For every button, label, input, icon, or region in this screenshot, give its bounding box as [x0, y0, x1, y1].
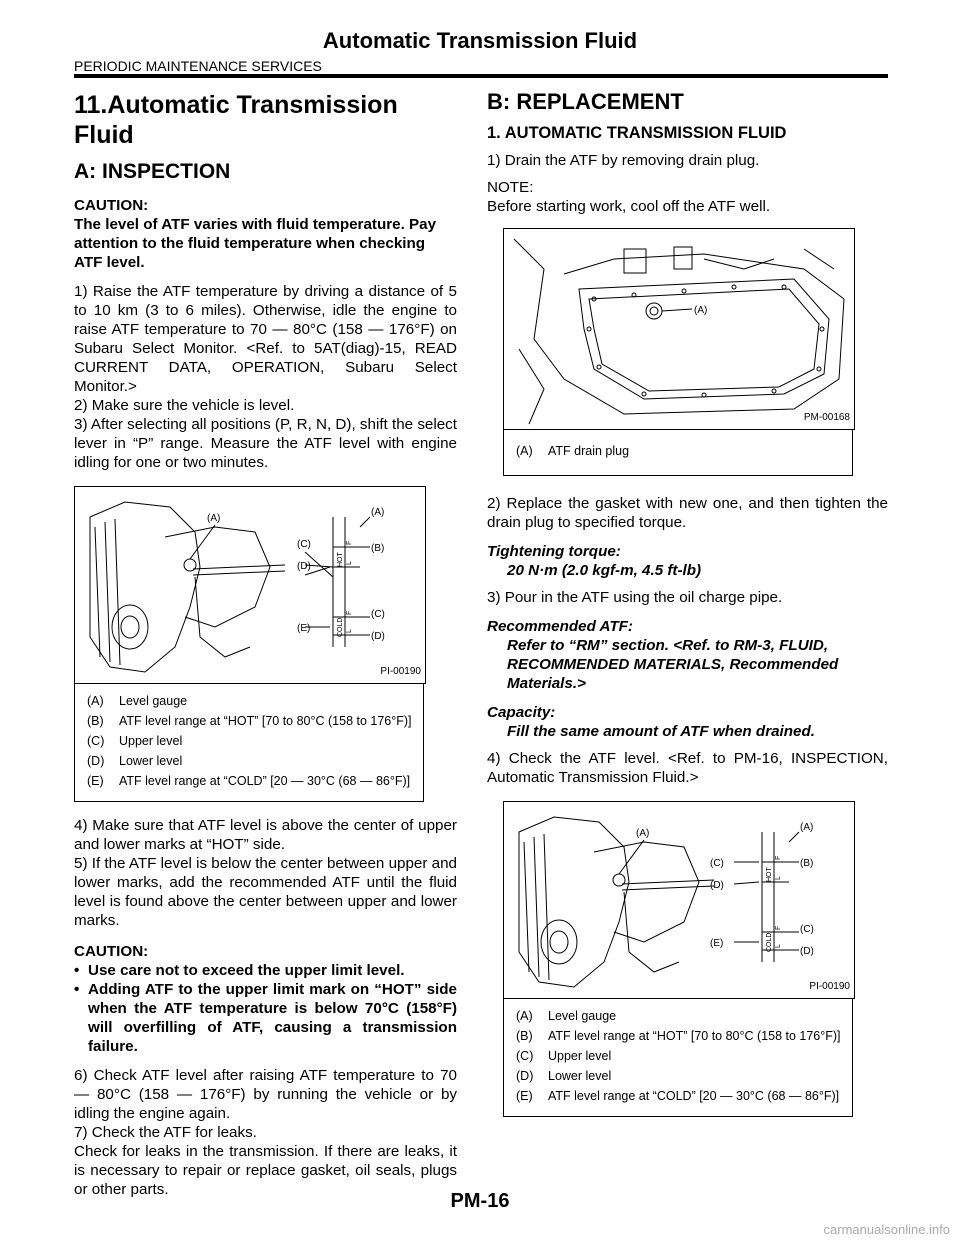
- page-number: PM-16: [450, 1190, 510, 1212]
- site-watermark[interactable]: carmanualsonline.info: [823, 1222, 950, 1237]
- caution-body: The level of ATF varies with fluid temperature. Pay attention to the fluid temperature when checking ATF level.: [74, 216, 437, 271]
- right-column: [487, 86, 888, 1117]
- replacement-step-2: 2) Replace the gasket with new one, and then tighten the drain plug to specified torque.: [487, 495, 888, 531]
- label-b: (B): [371, 543, 385, 554]
- label-d2: (D): [371, 631, 385, 642]
- label-l2: L: [775, 944, 782, 948]
- figure-legend: [503, 999, 853, 1117]
- torque-value: 20 N·m (2.0 kgf-m, 4.5 ft-lb): [507, 562, 702, 579]
- legend-row: (C) Upper level: [516, 1049, 612, 1063]
- legend-row: (E) ATF level range at “COLD” [20 — 30°C (68 — 86°F)]: [516, 1089, 840, 1103]
- label-d: (D): [710, 880, 724, 891]
- label-hot: HOT: [337, 552, 344, 567]
- caution-list: [74, 961, 457, 1056]
- label-f: F: [775, 855, 782, 860]
- legend-row: (B) ATF level range at “HOT” [70 to 80°C (158 to 176°F)]: [516, 1029, 841, 1043]
- inspection-step-7: 7) Check the ATF for leaks.: [74, 1124, 257, 1141]
- legend-row: (A) Level gauge: [87, 694, 188, 708]
- replacement-step-1: 1) Drain the ATF by removing drain plug.: [487, 152, 760, 169]
- main-heading: 11.Automatic Transmission Fluid: [74, 91, 398, 149]
- legend-row: (D) Lower level: [87, 754, 183, 768]
- page-header-title: Automatic Transmission Fluid: [322, 28, 638, 53]
- level-gauge-figure-2: [503, 801, 855, 999]
- label-a2: (A): [371, 507, 385, 518]
- replacement-step-3: 3) Pour in the ATF using the oil charge pipe.: [487, 589, 783, 606]
- inspection-step-7-detail: Check for leaks in the transmission. If there are leaks, it is necessary to repair or replace gasket, oil seals, plugs or other parts.: [74, 1143, 457, 1198]
- note-body: Before starting work, cool off the ATF well.: [487, 198, 771, 215]
- note-title: NOTE:: [487, 179, 534, 196]
- page-section-name: PERIODIC MAINTENANCE SERVICES: [74, 58, 322, 74]
- label-c: (C): [710, 858, 724, 869]
- atf-value: Refer to “RM” section. <Ref. to RM-3, FLUID, RECOMMENDED MATERIALS, Recommended Materials.>: [507, 637, 839, 692]
- inspection-step-2: 2) Make sure the vehicle is level.: [74, 397, 295, 414]
- label-d: (D): [297, 561, 311, 572]
- capacity-title: Capacity:: [487, 704, 556, 721]
- figure-id: PI-00190: [809, 981, 850, 992]
- caution-title: CAUTION:: [74, 197, 149, 214]
- label-cold: COLD: [766, 932, 773, 952]
- level-gauge-figure: [74, 486, 426, 684]
- label-l2: L: [346, 629, 353, 633]
- section-b-heading: B: REPLACEMENT: [487, 89, 684, 114]
- legend-row: (D) Lower level: [516, 1069, 612, 1083]
- label-e: (E): [297, 623, 311, 634]
- left-column: [74, 86, 457, 1207]
- label-a: (A): [636, 828, 650, 839]
- section-a-heading: A: INSPECTION: [74, 160, 231, 183]
- drain-plug-figure: [503, 228, 855, 430]
- inspection-step-1: 1) Raise the ATF temperature by driving a distance of 5 to 10 km (3 to 6 miles). Otherwise, idle the engine to raise ATF temperature to 70 — 80°C (158 — 176°F) on Subaru Select Monitor. <Ref. to 5AT(diag)-15, READ CURRENT DATA, OPERATION, Subaru Select Monitor.>: [74, 283, 457, 395]
- header-rule: [74, 74, 888, 78]
- subsection-heading: 1. AUTOMATIC TRANSMISSION FLUID: [487, 124, 787, 142]
- level-gauge-illustration-2: [504, 802, 854, 998]
- label-cold: COLD: [337, 617, 344, 637]
- label-c2: (C): [800, 924, 814, 935]
- inspection-step-3: 3) After selecting all positions (P, R, N, D), shift the select lever in “P” range. Measure the ATF level with engine idling for one or two minutes.: [74, 416, 457, 471]
- capacity-value: Fill the same amount of ATF when drained.: [507, 723, 815, 740]
- legend-row: (B) ATF level range at “HOT” [70 to 80°C (158 to 176°F)]: [87, 714, 412, 728]
- figure-legend: [74, 684, 424, 802]
- level-gauge-illustration: [75, 487, 425, 683]
- legend-row: (A) ATF drain plug: [516, 444, 630, 458]
- caution-title-2: CAUTION:: [74, 943, 149, 960]
- label-d2: (D): [800, 946, 814, 957]
- label-c2: (C): [371, 609, 385, 620]
- legend-row: (A) Level gauge: [516, 1009, 617, 1023]
- figure-legend: [503, 430, 853, 476]
- label-c: (C): [297, 539, 311, 550]
- drain-plug-illustration: [504, 229, 854, 429]
- label-f2: F: [775, 925, 782, 930]
- label-f2: F: [346, 610, 353, 615]
- label-a2: (A): [800, 822, 814, 833]
- label-l: L: [775, 876, 782, 880]
- inspection-step-6: 6) Check ATF level after raising ATF temperature to 70 — 80°C (158 — 176°F) by running the vehicle or by idling the engine again.: [74, 1067, 457, 1122]
- caution-item: • Adding ATF to the upper limit mark on “HOT” side when the ATF temperature is below 70°C (158°F) will overfilling of ATF, causing a transmission failure.: [74, 980, 457, 1056]
- figure-id: PM-00168: [803, 412, 850, 423]
- label-hot: HOT: [766, 867, 773, 882]
- label-b: (B): [800, 858, 814, 869]
- caution-item: • Use care not to exceed the upper limit level.: [74, 961, 457, 980]
- label-e: (E): [710, 938, 724, 949]
- figure-id: PI-00190: [380, 666, 421, 677]
- label-l: L: [346, 561, 353, 565]
- label-f: F: [346, 540, 353, 545]
- atf-title: Recommended ATF:: [487, 618, 633, 635]
- drain-plug-label: (A): [694, 305, 708, 316]
- inspection-step-4: 4) Make sure that ATF level is above the center of upper and lower marks at “HOT” side.: [74, 817, 457, 853]
- legend-row: (C) Upper level: [87, 734, 183, 748]
- legend-row: (E) ATF level range at “COLD” [20 — 30°C (68 — 86°F)]: [87, 774, 411, 788]
- label-a: (A): [207, 513, 221, 524]
- inspection-step-5: 5) If the ATF level is below the center between upper and lower marks, add the recommended ATF until the fluid level is found above the center between upper and lower marks.: [74, 855, 458, 929]
- replacement-step-4: 4) Check the ATF level. <Ref. to PM-16, INSPECTION, Automatic Transmission Fluid.>: [487, 750, 888, 786]
- torque-title: Tightening torque:: [487, 543, 621, 560]
